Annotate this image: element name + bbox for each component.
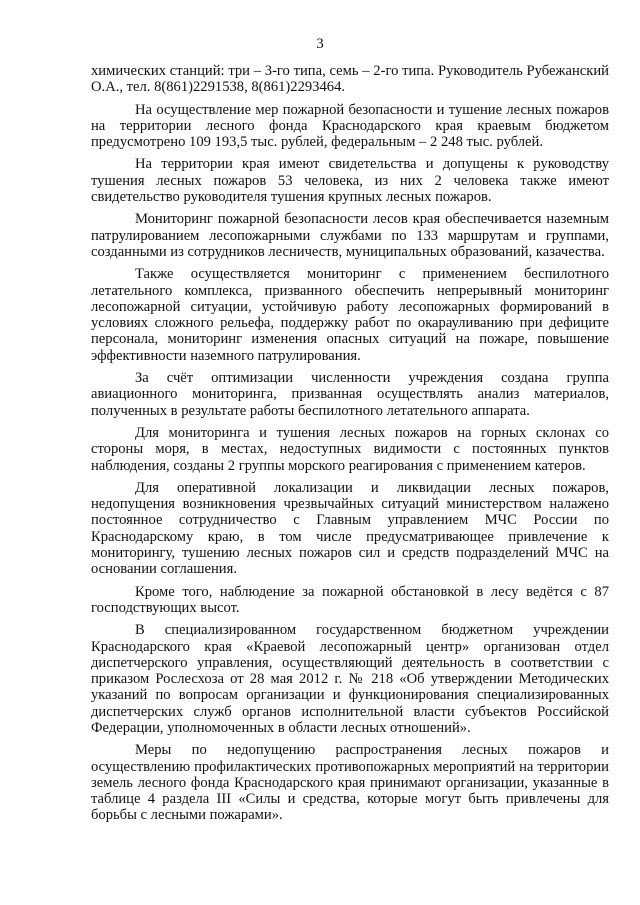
page-number: 3 xyxy=(316,36,324,52)
paragraph-emercom-cooperation: Для оперативной локализации и ликвидации лесных пожаров, недопущения возникновения чрезвычайных ситуаций министерством налажено постоянное сотрудничество с Главным управлением МЧС России по Краснодарскому краю, в том числе предусматривающее привлечение к мониторингу, тушению лесных пожаров сил и средств подразделений МЧС на основании соглашения. xyxy=(91,479,609,578)
paragraph-uav-monitoring: Также осуществляется мониторинг с применением беспилотного летательного комплекса, призванного обеспечить непрерывный мониторинг лесопожарной ситуации, устойчивую работу лесопожарных формирований в условиях сложного рельефа, поддержку работ по окарауливанию при дефиците персонала, мониторинг изменения опасных ситуаций на пожаре, повышение эффективности наземного патрулирования. xyxy=(91,266,609,364)
paragraph-aviation-group: За счёт оптимизации численности учреждения создана группа авиационного мониторинга, призванная осуществлять анализ материалов, полученных в результате работы беспилотного летательного аппарата. xyxy=(91,370,609,419)
document-body xyxy=(91,63,609,830)
paragraph-prevention-measures: Меры по недопущению распространения лесных пожаров и осуществлению профилактических противопожарных мероприятий на территории земель лесного фонда Краснодарского края принимают организации, указанные в таблице 4 раздела III «Силы и средства, которые могут быть привлечены для борьбы с лесными пожарами». xyxy=(91,742,609,824)
paragraph-ground-patrol: Мониторинг пожарной безопасности лесов края обеспечивается наземным патрулированием лесопожарными службами по 133 маршрутам и группами, созданными из сотрудников лесничеств, муниципальных образований, казачества. xyxy=(91,211,609,260)
paragraph-dispatch-department: В специализированном государственном бюджетном учреждении Краснодарского края «Краевой лесопожарный центр» организован отдел диспетчерского управления, осуществляющий деятельность в соответствии с приказом Рослесхоза от 28 мая 2012 г. № 218 «Об утверждении Методических указаний по вопросам организации и функционирования специализированных диспетчерских служб органов исполнительной власти субъектов Российской Федерации, уполномоченных в области лесных отношений». xyxy=(91,622,609,736)
paragraph-observation-heights: Кроме того, наблюдение за пожарной обстановкой в лесу ведётся с 87 господствующих высот. xyxy=(91,583,609,616)
paragraph-continuation-chemical-stations: химических станций: три – 3-го типа, семь – 2-го типа. Руководитель Рубежанский О.А., тел. 8(861)2291538, 8(861)2293464. xyxy=(91,63,609,96)
paragraph-certified-personnel: На территории края имеют свидетельства и допущены к руководству тушения лесных пожаров 53 человека, из них 2 человека также имеют свидетельство руководителя тушения крупных лесных пожаров. xyxy=(91,156,609,206)
paragraph-sea-response: Для мониторинга и тушения лесных пожаров на горных склонах со стороны моря, в местах, недоступных видимости с постоянных пунктов наблюдения, созданы 2 группы морского реагирования с применением катеров. xyxy=(91,424,609,474)
paragraph-budget: На осуществление мер пожарной безопасности и тушение лесных пожаров на территории лесного фонда Краснодарского края краевым бюджетом предусмотрено 109 193,5 тыс. рублей, федеральным – 2 248 тыс. рублей. xyxy=(91,101,609,151)
